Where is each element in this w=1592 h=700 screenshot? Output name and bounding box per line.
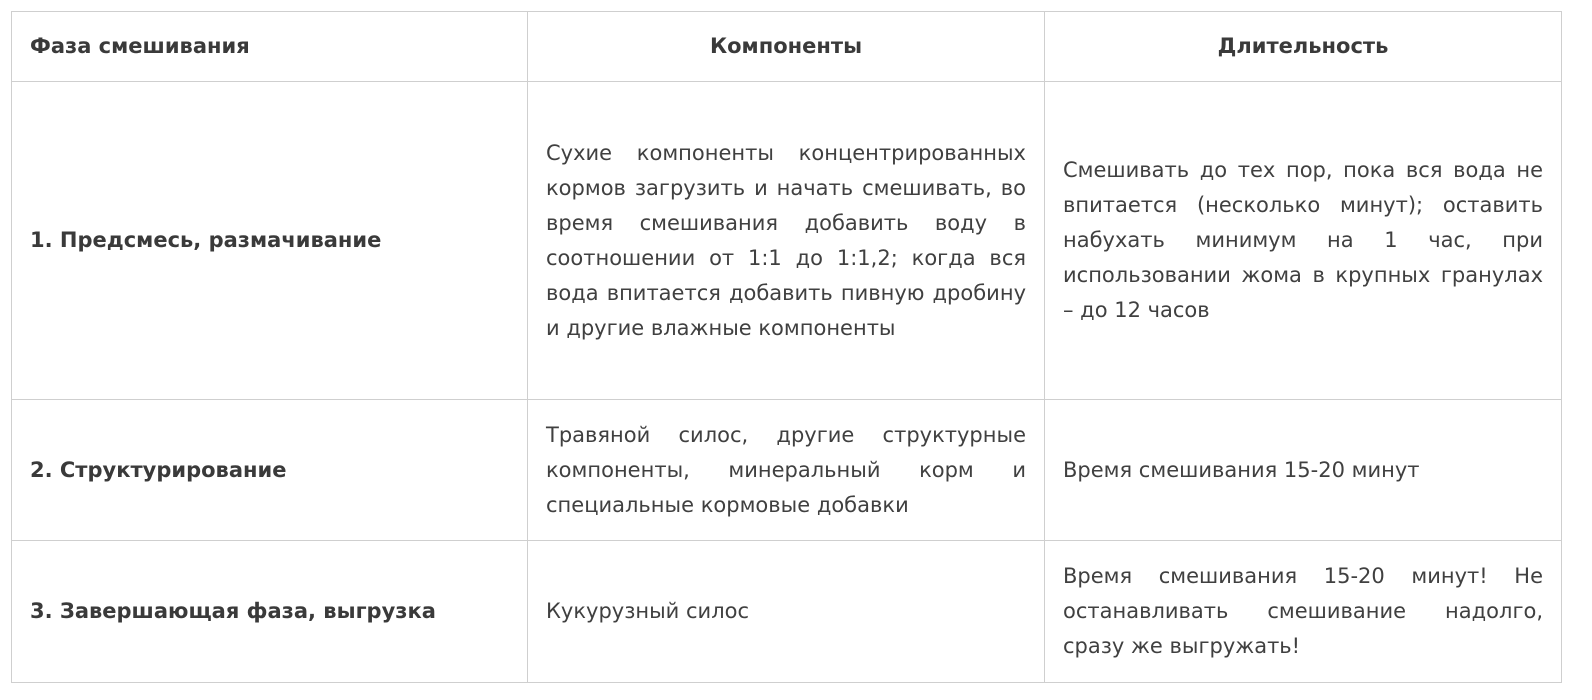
mixing-phases-table <box>11 11 1562 683</box>
table-row <box>12 541 1562 683</box>
header-duration: Длительность <box>1045 12 1562 82</box>
components-cell: Травяной силос, другие структурные компоненты, минеральный корм и специальные кормовые добавки <box>528 400 1045 541</box>
header-phase: Фаза смешивания <box>12 12 528 82</box>
table-row <box>12 400 1562 541</box>
phase-cell: 2. Структурирование <box>12 400 528 541</box>
header-components: Компоненты <box>528 12 1045 82</box>
duration-cell: Время смешивания 15-20 минут! Не останавливать смешивание надолго, сразу же выгружать! <box>1045 541 1562 683</box>
table-header-row <box>12 12 1562 82</box>
table-row <box>12 82 1562 400</box>
duration-cell: Смешивать до тех пор, пока вся вода не впитается (несколько минут); оставить набухать минимум на 1 час, при использовании жома в крупных гранулах – до 12 часов <box>1045 82 1562 400</box>
duration-cell: Время смешивания 15-20 минут <box>1045 400 1562 541</box>
components-cell: Кукурузный силос <box>528 541 1045 683</box>
components-cell: Сухие компоненты концентрированных кормов загрузить и начать смешивать, во время смешивания добавить воду в соотношении от 1:1 до 1:1,2; когда вся вода впитается добавить пивную дробину и другие влажные компоненты <box>528 82 1045 400</box>
phase-cell: 1. Предсмесь, размачивание <box>12 82 528 400</box>
phase-cell: 3. Завершающая фаза, выгрузка <box>12 541 528 683</box>
